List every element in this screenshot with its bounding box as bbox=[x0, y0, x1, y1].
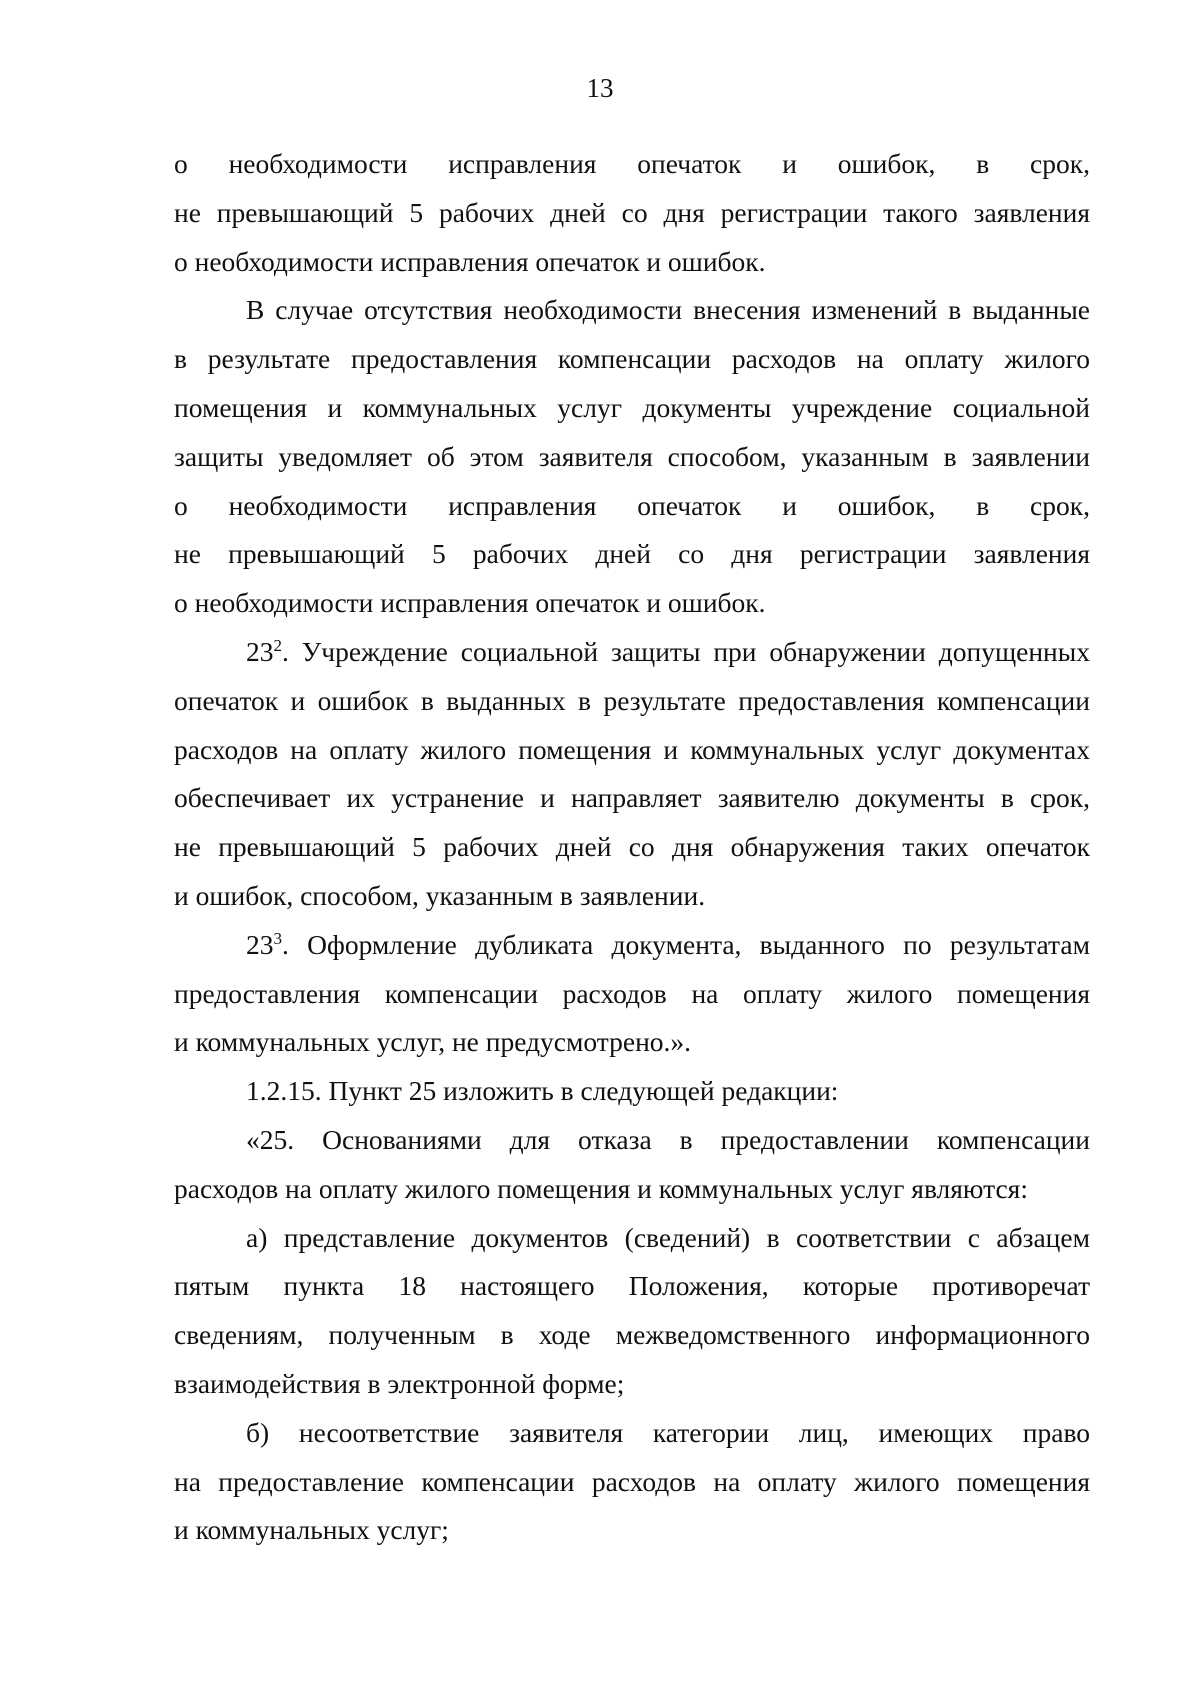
paragraph-item-1-2-15 bbox=[174, 1067, 1090, 1116]
text-line: не превышающий 5 рабочих дней со дня обнаружения таких опечаток bbox=[174, 831, 1090, 863]
document-body bbox=[174, 140, 1090, 1555]
text-line: не превышающий 5 рабочих дней со дня регистрации заявления bbox=[174, 538, 1090, 570]
text-line: помещения и коммунальных услуг документы учреждение социальной bbox=[174, 391, 1090, 423]
page-number: 13 bbox=[586, 73, 614, 103]
text-line: б) несоответствие заявителя категории лиц, имеющих право bbox=[246, 1416, 1090, 1448]
text-line: не превышающий 5 рабочих дней со дня регистрации такого заявления bbox=[174, 196, 1090, 228]
text-line: и коммунальных услуг; bbox=[174, 1514, 449, 1546]
paragraph-subitem-a bbox=[174, 1214, 1090, 1409]
text-line: 1.2.15. Пункт 25 изложить в следующей редакции: bbox=[246, 1075, 839, 1107]
text-line: на предоставление компенсации расходов на оплату жилого помещения bbox=[174, 1465, 1090, 1497]
text-line: сведениям, полученным в ходе межведомственного информационного bbox=[174, 1319, 1090, 1351]
paragraph-clause-23-2 bbox=[174, 628, 1090, 921]
text-line: В случае отсутствия необходимости внесения изменений в выданные bbox=[246, 294, 1090, 326]
clause-superscript: 2 bbox=[273, 635, 282, 655]
text-line: и коммунальных услуг, не предусмотрено.». bbox=[174, 1026, 692, 1058]
text-line: «25. Основаниями для отказа в предоставлении компенсации bbox=[246, 1123, 1090, 1155]
text-line: расходов на оплату жилого помещения и коммунальных услуг документах bbox=[174, 733, 1090, 765]
text-line: расходов на оплату жилого помещения и коммунальных услуг являются: bbox=[174, 1172, 1028, 1204]
paragraph-subitem-b bbox=[174, 1409, 1090, 1555]
text-line: в результате предоставления компенсации расходов на оплату жилого bbox=[174, 343, 1090, 375]
text-line bbox=[174, 921, 1090, 970]
text-line: обеспечивает их устранение и направляет заявителю документы в срок, bbox=[174, 782, 1090, 814]
text-line: о необходимости исправления опечаток и ошибок, в срок, bbox=[174, 489, 1090, 521]
text-line bbox=[174, 628, 1090, 677]
text-line: предоставления компенсации расходов на оплату жилого помещения bbox=[174, 977, 1090, 1009]
clause-superscript: 3 bbox=[273, 928, 282, 948]
text-line: о необходимости исправления опечаток и ошибок, в срок, bbox=[174, 148, 1090, 179]
text-line: пятым пункта 18 настоящего Положения, которые противоречат bbox=[174, 1270, 1090, 1302]
clause-first-line: . Учреждение социальной защиты при обнаружении допущенных bbox=[282, 635, 1090, 667]
paragraph-clause-25 bbox=[174, 1116, 1090, 1214]
clause-number: 23 bbox=[246, 635, 274, 667]
clause-number: 23 bbox=[246, 928, 274, 960]
text-line: и ошибок, способом, указанным в заявлении. bbox=[174, 879, 706, 911]
paragraph-continuation bbox=[174, 140, 1090, 286]
text-line: защиты уведомляет об этом заявителя способом, указанным в заявлении bbox=[174, 440, 1090, 472]
text-line: взаимодействия в электронной форме; bbox=[174, 1367, 625, 1399]
paragraph-no-corrections bbox=[174, 286, 1090, 628]
text-line: о необходимости исправления опечаток и ошибок. bbox=[174, 245, 766, 277]
text-line: а) представление документов (сведений) в соответствии с абзацем bbox=[246, 1221, 1090, 1253]
text-line: опечаток и ошибок в выданных в результате предоставления компенсации bbox=[174, 684, 1090, 716]
paragraph-clause-23-3 bbox=[174, 921, 1090, 1067]
clause-first-line: . Оформление дубликата документа, выданного по результатам bbox=[282, 928, 1090, 960]
text-line: о необходимости исправления опечаток и ошибок. bbox=[174, 587, 766, 619]
